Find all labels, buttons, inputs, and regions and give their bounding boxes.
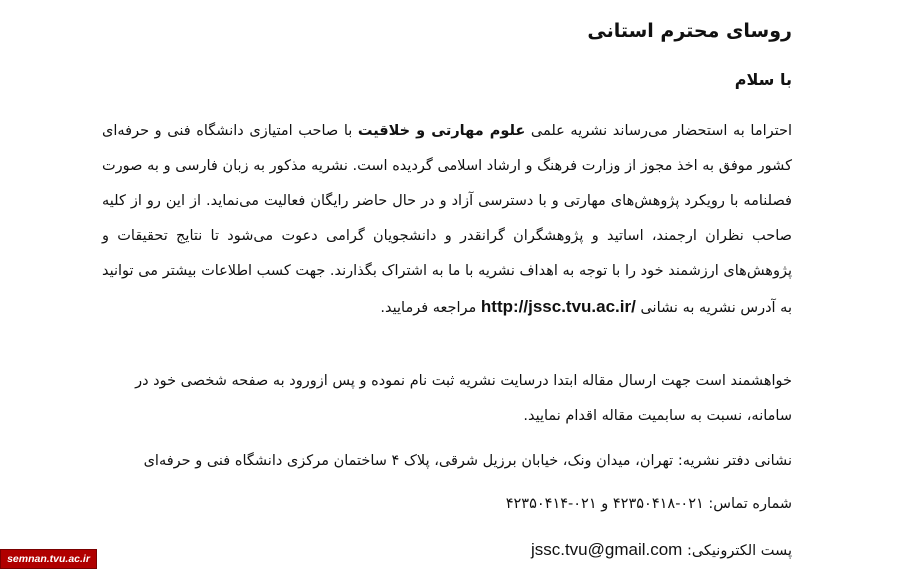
intro-text-part1: احتراما به استحضار می‌رساند نشریه علمی — [525, 123, 792, 139]
journal-name: علوم مهارتی و خلاقیت — [357, 123, 526, 139]
intro-paragraph — [102, 114, 792, 326]
journal-url-link[interactable]: http://jssc.tvu.ac.ir/ — [480, 297, 636, 316]
submission-paragraph: خواهشمند است جهت ارسال مقاله ابتدا درسایت نشریه ثبت نام نموده و پس ازورود به صفحه شخصی خود در سامانه، نسبت به سابمیت مقاله اقدام نمایید. — [135, 373, 792, 424]
phone-value: ۰۲۱-۴۲۳۵۰۴۱۸ و ۰۲۱-۴۲۳۵۰۴۱۴ — [505, 496, 704, 512]
contact-phone — [102, 489, 792, 519]
site-watermark: semnan.tvu.ac.ir — [0, 549, 97, 569]
phone-label: شماره تماس: — [703, 496, 792, 512]
office-address: نشانی دفتر نشریه: تهران، میدان ونک، خیابان برزیل شرقی، پلاک ۴ ساختمان مرکزی دانشگاه فنی و حرفه‌ای — [143, 453, 792, 469]
letter-title: روسای محترم استانی — [587, 20, 792, 42]
salutation: با سلام — [734, 70, 792, 89]
email-label: پست الکترونیکی: — [682, 543, 792, 559]
intro-text-part3: مراجعه فرمایید. — [380, 300, 481, 316]
contact-email — [102, 535, 792, 566]
email-link[interactable]: jssc.tvu@gmail.com — [530, 540, 683, 559]
intro-text-part2: با صاحب امتیازی دانشگاه فنی و حرفه‌ای کشور موفق به اخذ مجوز از وزارت فرهنگ و ارشاد اسلامی گردیده است. نشریه مذکور به زبان فارسی و به صورت فصلنامه با رویکرد پژوهش‌های مهارتی و با دسترسی آزاد و در حال حاضر رایگان فعالیت می‌نماید. از این رو از کلیه صاحب نظران ارجمند، اساتید و پژوهشگران گرانقدر و دانشجویان گرامی دعوت می‌شود تا نتایج تحقیقات و پژوهش‌های ارزشمند خود را با توجه به اهداف نشریه با ما به اشتراک بگذارند. جهت کسب اطلاعات بیشتر می توانید به آدرس نشریه به نشانی — [102, 123, 792, 316]
